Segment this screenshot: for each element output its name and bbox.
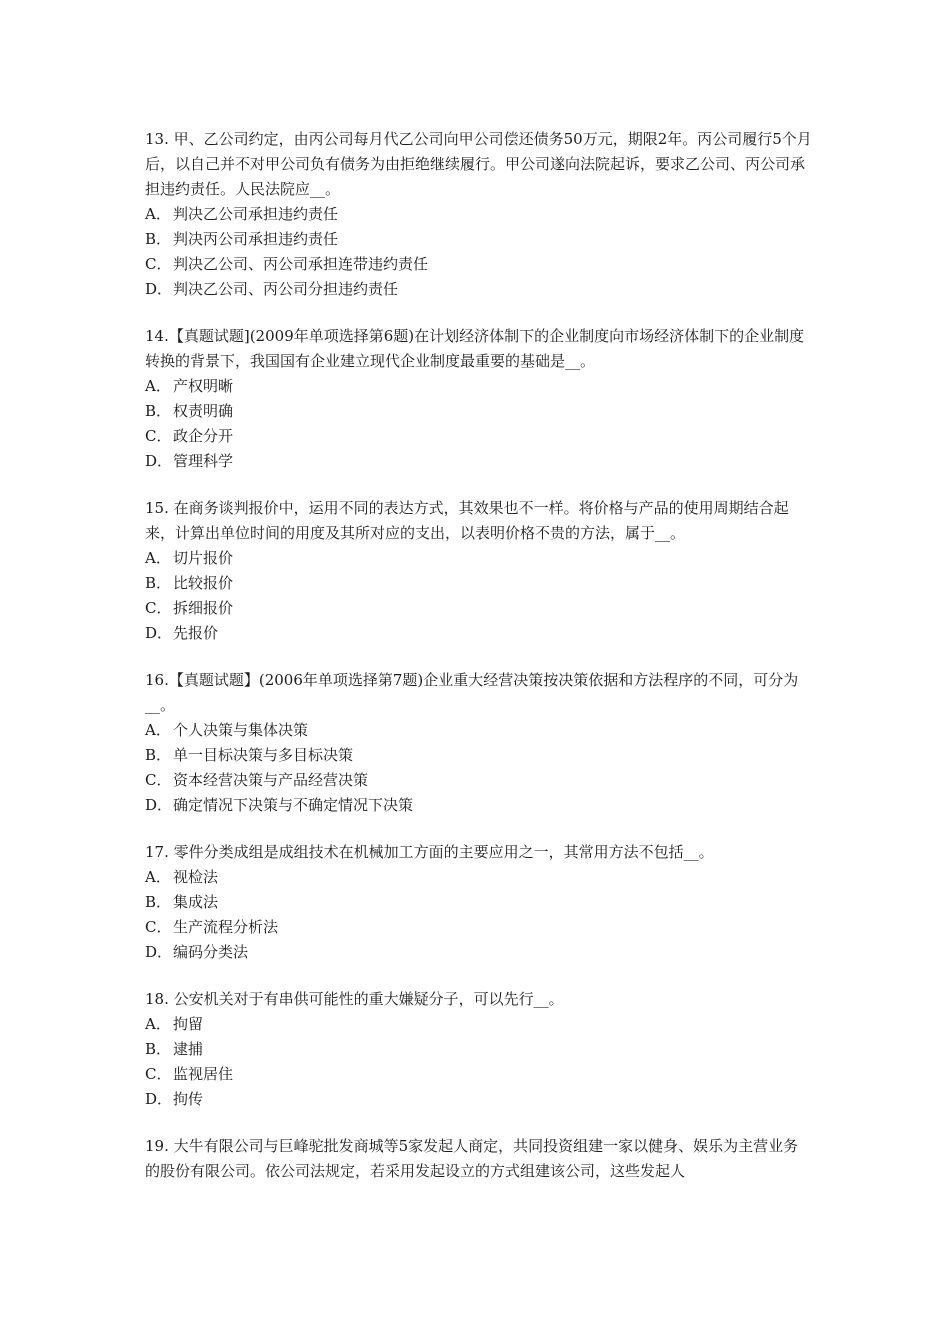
- option-label: C．: [145, 918, 172, 936]
- option-a: [145, 718, 813, 743]
- option-text: 切片报价: [173, 549, 234, 567]
- option-list: [145, 865, 813, 965]
- option-label: B．: [145, 893, 172, 911]
- option-label: D．: [145, 452, 173, 470]
- option-list: [145, 202, 813, 302]
- question-stem: 16.【真题试题】(2006年单项选择第7题)企业重大经营决策按决策依据和方法程序的不同，可分为__。: [145, 671, 799, 714]
- option-label: A．: [145, 377, 171, 395]
- option-list: [145, 1012, 813, 1112]
- option-label: B．: [145, 574, 172, 592]
- question-13: [145, 127, 813, 302]
- option-text: 视检法: [173, 868, 219, 886]
- option-label: A．: [145, 868, 171, 886]
- option-label: C．: [145, 599, 172, 617]
- option-d: [145, 277, 813, 302]
- question-stem: 15. 在商务谈判报价中，运用不同的表达方式，其效果也不一样。将价格与产品的使用周期结合起来，计算出单位时间的用度及其所对应的支出，以表明价格不贵的方法，属于__。: [145, 499, 789, 542]
- option-label: A．: [145, 549, 171, 567]
- option-c: [145, 915, 813, 940]
- option-text: 资本经营决策与产品经营决策: [173, 771, 369, 789]
- option-list: [145, 718, 813, 818]
- option-text: 集成法: [173, 893, 219, 911]
- option-label: D．: [145, 943, 173, 961]
- option-c: [145, 596, 813, 621]
- option-d: [145, 621, 813, 646]
- option-text: 个人决策与集体决策: [173, 721, 309, 739]
- option-label: C．: [145, 427, 172, 445]
- option-d: [145, 1087, 813, 1112]
- option-a: [145, 202, 813, 227]
- option-b: [145, 571, 813, 596]
- option-a: [145, 1012, 813, 1037]
- option-text: 政企分开: [173, 427, 234, 445]
- option-label: D．: [145, 796, 173, 814]
- option-list: [145, 374, 813, 474]
- option-text: 判决乙公司、丙公司分担违约责任: [173, 280, 399, 298]
- option-b: [145, 227, 813, 252]
- question-16: [145, 668, 813, 818]
- option-a: [145, 546, 813, 571]
- option-label: A．: [145, 205, 171, 223]
- option-c: [145, 252, 813, 277]
- option-c: [145, 424, 813, 449]
- option-text: 拆细报价: [173, 599, 234, 617]
- option-b: [145, 1037, 813, 1062]
- option-list: [145, 546, 813, 646]
- question-stem: 19. 大牛有限公司与巨峰驼批发商城等5家发起人商定，共同投资组建一家以健身、娱乐为主营业务的股份有限公司。依公司法规定，若采用发起设立的方式组建该公司，这些发起人: [145, 1137, 799, 1180]
- option-label: C．: [145, 771, 172, 789]
- option-text: 先报价: [173, 624, 219, 642]
- option-a: [145, 374, 813, 399]
- option-text: 判决丙公司承担违约责任: [173, 230, 339, 248]
- option-text: 确定情况下决策与不确定情况下决策: [173, 796, 414, 814]
- question-15: [145, 496, 813, 646]
- question-19: [145, 1134, 813, 1184]
- option-b: [145, 890, 813, 915]
- option-label: A．: [145, 1015, 171, 1033]
- question-17: [145, 840, 813, 965]
- option-text: 拘留: [173, 1015, 204, 1033]
- question-stem: 18. 公安机关对于有串供可能性的重大嫌疑分子，可以先行__。: [145, 990, 564, 1008]
- question-18: [145, 987, 813, 1112]
- option-c: [145, 768, 813, 793]
- option-d: [145, 793, 813, 818]
- option-label: B．: [145, 402, 172, 420]
- option-label: C．: [145, 255, 172, 273]
- option-text: 拘传: [173, 1090, 204, 1108]
- option-a: [145, 865, 813, 890]
- option-d: [145, 449, 813, 474]
- option-b: [145, 399, 813, 424]
- option-label: D．: [145, 1090, 173, 1108]
- option-text: 产权明晰: [173, 377, 234, 395]
- question-14: [145, 324, 813, 474]
- question-stem: 17. 零件分类成组是成组技术在机械加工方面的主要应用之一，其常用方法不包括__。: [145, 843, 714, 861]
- option-label: A．: [145, 721, 171, 739]
- option-text: 单一目标决策与多目标决策: [173, 746, 354, 764]
- question-stem: 14.【真题试题](2009年单项选择第6题)在计划经济体制下的企业制度向市场经济体制下的企业制度转换的背景下，我国国有企业建立现代企业制度最重要的基础是__。: [145, 327, 805, 370]
- option-label: B．: [145, 230, 172, 248]
- option-text: 比较报价: [173, 574, 234, 592]
- option-text: 生产流程分析法: [173, 918, 279, 936]
- option-d: [145, 940, 813, 965]
- option-label: C．: [145, 1065, 172, 1083]
- option-label: B．: [145, 1040, 172, 1058]
- option-label: D．: [145, 624, 173, 642]
- option-b: [145, 743, 813, 768]
- option-text: 权责明确: [173, 402, 234, 420]
- option-text: 判决乙公司承担违约责任: [173, 205, 339, 223]
- option-text: 逮捕: [173, 1040, 204, 1058]
- option-c: [145, 1062, 813, 1087]
- option-text: 判决乙公司、丙公司承担连带违约责任: [173, 255, 429, 273]
- question-stem: 13. 甲、乙公司约定，由丙公司每月代乙公司向甲公司偿还债务50万元，期限2年。丙公司履行5个月后，以自己并不对甲公司负有债务为由拒绝继续履行。甲公司遂向法院起诉，要求乙公司、丙公司承担违约责任。人民法院应__。: [145, 130, 812, 198]
- question-list: [145, 127, 813, 1206]
- option-text: 编码分类法: [173, 943, 249, 961]
- option-label: B．: [145, 746, 172, 764]
- option-text: 监视居住: [173, 1065, 234, 1083]
- option-text: 管理科学: [173, 452, 234, 470]
- option-label: D．: [145, 280, 173, 298]
